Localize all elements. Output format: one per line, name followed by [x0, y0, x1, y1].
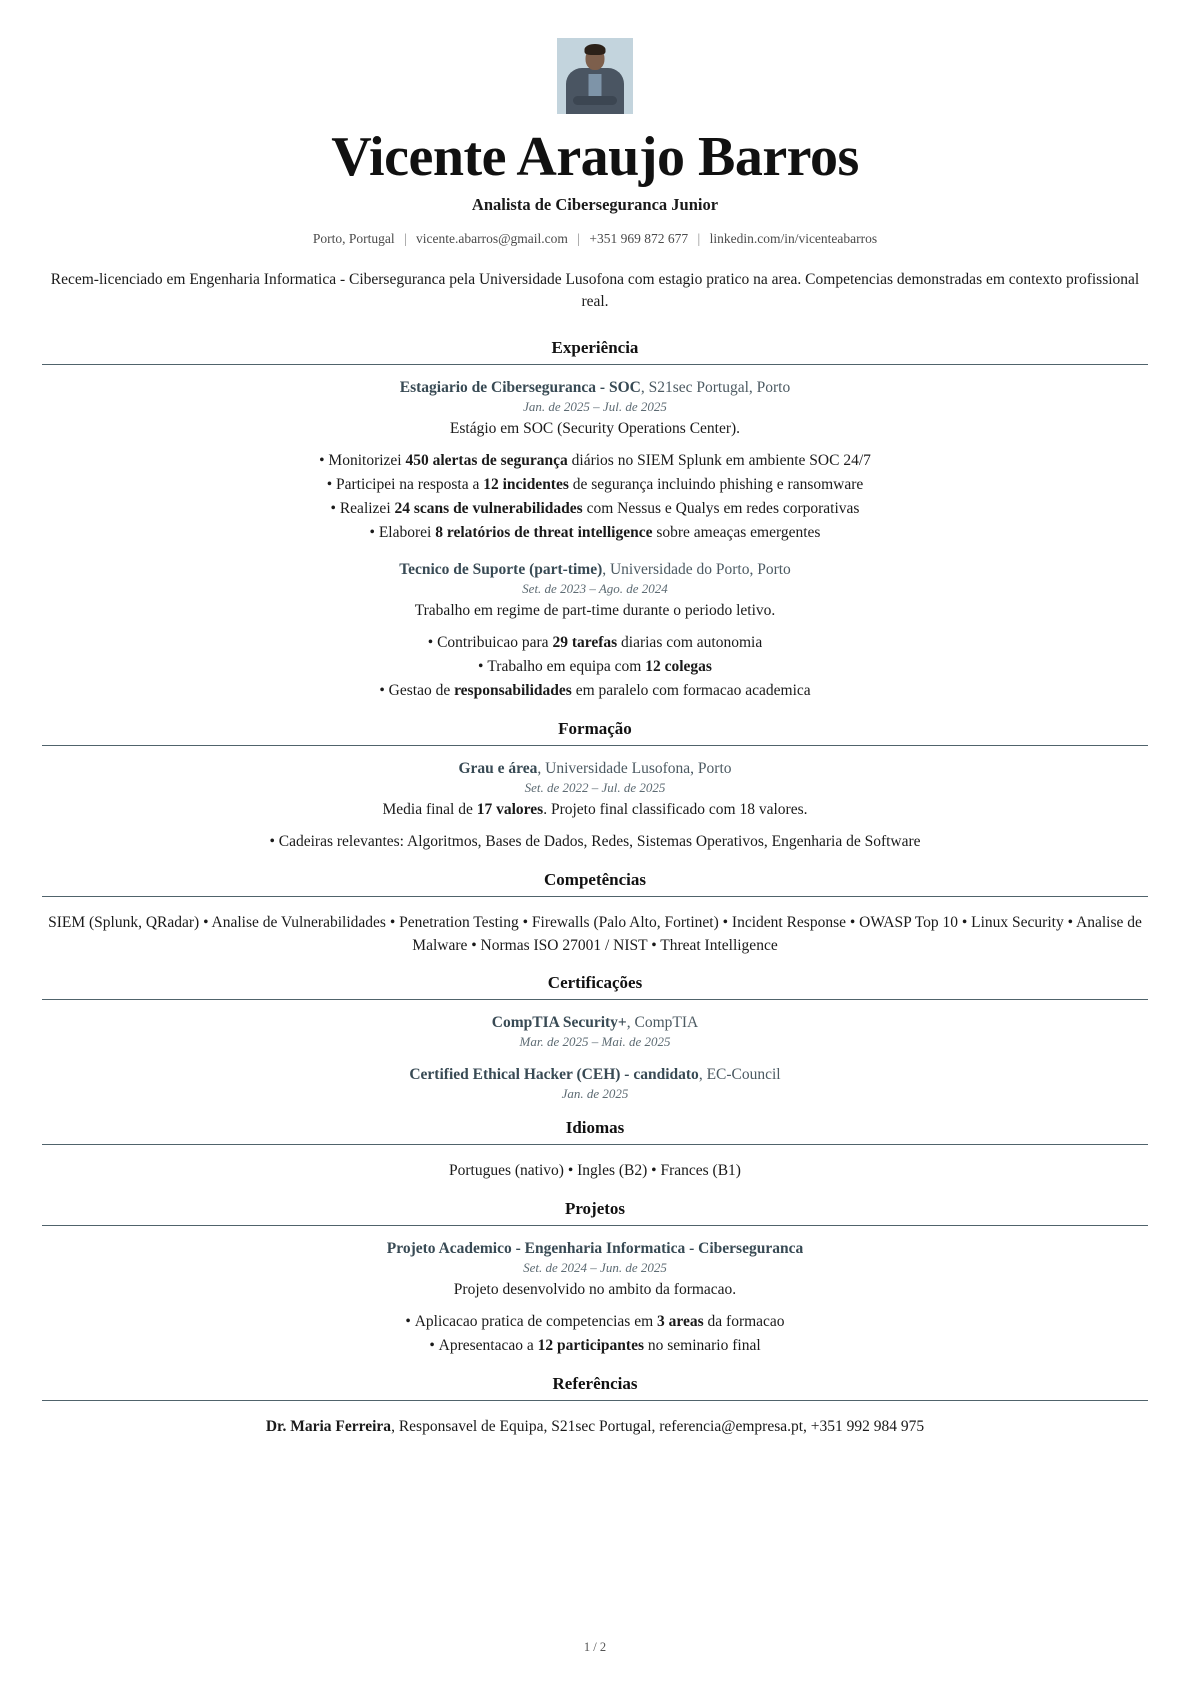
- certification-entry-role: Certified Ethical Hacker (CEH) - candidato: [409, 1066, 699, 1084]
- project-entry-bullet-list: [42, 1310, 1148, 1358]
- photo-shirt-shape: [589, 74, 602, 98]
- education-entry-organization: , Universidade Lusofona, Porto: [537, 759, 732, 777]
- education-entry-list: [42, 760, 1148, 854]
- photo-arms-shape: [573, 96, 617, 105]
- experience-bullet-item: • Participei na resposta a 12 incidentes de segurança incluindo phishing e ransomware: [42, 473, 1148, 497]
- section-certifications: [42, 973, 1148, 1102]
- project-entry-role: Projeto Academico - Engenharia Informatica - Ciberseguranca: [386, 1239, 804, 1257]
- contact-separator-3: |: [697, 230, 701, 246]
- contact-location: Porto, Portugal: [312, 230, 395, 246]
- contact-separator-1: |: [403, 230, 407, 246]
- certification-entry-organization: , EC-Council: [698, 1066, 781, 1084]
- section-experience: [42, 338, 1148, 703]
- experience-entry-date: Set. de 2023 – Ago. de 2024: [522, 580, 668, 596]
- section-title-skills: Competências: [544, 869, 646, 889]
- experience-entry-heading: [42, 379, 1148, 397]
- project-entry: [42, 1240, 1148, 1358]
- project-entry-date: Set. de 2024 – Jun. de 2025: [523, 1259, 667, 1275]
- certification-entry-date: Mar. de 2025 – Mai. de 2025: [519, 1034, 671, 1050]
- reference-name: Dr. Maria Ferreira: [265, 1417, 392, 1435]
- section-title-education: Formação: [558, 718, 632, 738]
- experience-entry-role: Tecnico de Suporte (part-time): [399, 560, 603, 578]
- section-divider-references: [42, 1400, 1148, 1401]
- professional-summary: Recem-licenciado em Engenharia Informatica - Ciberseguranca pela Universidade Lusofona com estagio pratico na area. Competencias demonstradas em contexto profissional real.: [50, 270, 1140, 311]
- experience-bullet-item: • Gestao de responsabilidades em paralelo com formacao academica: [42, 679, 1148, 703]
- section-skills: [42, 870, 1148, 958]
- certification-entry: [42, 1014, 1148, 1050]
- languages-list: Portugues (nativo) • Ingles (B2) • Frances (B1): [449, 1162, 741, 1180]
- section-projects: [42, 1199, 1148, 1358]
- section-divider-languages: [42, 1144, 1148, 1145]
- education-entry-date: Set. de 2022 – Jul. de 2025: [524, 779, 666, 795]
- education-entry-heading: [42, 760, 1148, 778]
- experience-bullet-highlight: 8 relatórios de threat intelligence: [435, 523, 653, 541]
- experience-bullet-item: • Trabalho em equipa com 12 colegas: [42, 655, 1148, 679]
- project-bullet-item: • Aplicacao pratica de competencias em 3 areas da formacao: [42, 1310, 1148, 1334]
- skills-list: SIEM (Splunk, QRadar) • Analise de Vulnerabilidades • Penetration Testing • Firewalls (Palo Alto, Fortinet) • Incident Response • OWASP Top 10 • Linux Security • Analise de Malware • Normas ISO 27001 / NIST • Threat Intelligence: [48, 913, 1142, 955]
- experience-entry-description: Trabalho em regime de part-time durante o periodo letivo.: [414, 601, 776, 619]
- reference-entry: [42, 1415, 1148, 1438]
- section-divider-skills: [42, 896, 1148, 897]
- education-entry: [42, 760, 1148, 854]
- project-bullet-highlight: 12 participantes: [537, 1336, 644, 1354]
- certification-entry-organization: , CompTIA: [626, 1014, 699, 1032]
- experience-bullet-highlight: 24 scans de vulnerabilidades: [394, 499, 583, 517]
- education-entry-description: Media final de 17 valores. Projeto final classificado com 18 valores.: [382, 800, 808, 818]
- experience-bullet-highlight: 12 colegas: [645, 657, 712, 675]
- experience-entry-bullet-list: [42, 631, 1148, 703]
- section-title-certifications: Certificações: [547, 973, 643, 993]
- experience-bullet-highlight: 450 alertas de segurança: [405, 451, 568, 469]
- section-languages: [42, 1118, 1148, 1182]
- contact-separator-2: |: [577, 230, 580, 246]
- certification-entry-heading: [42, 1014, 1148, 1032]
- project-bullet-item: • Apresentacao a 12 participantes no seminario final: [42, 1334, 1148, 1358]
- section-divider-certifications: [42, 999, 1148, 1000]
- experience-bullet-item: • Elaborei 8 relatórios de threat intelligence sobre ameaças emergentes: [42, 521, 1148, 545]
- contact-phone[interactable]: +351 969 872 677: [589, 230, 689, 246]
- experience-bullet-highlight: responsabilidades: [454, 681, 572, 699]
- section-education: [42, 719, 1148, 854]
- experience-bullet-item: • Realizei 24 scans de vulnerabilidades com Nessus e Qualys em redes corporativas: [42, 497, 1148, 521]
- education-bullet-item: • Cadeiras relevantes: Algoritmos, Bases de Dados, Redes, Sistemas Operativos, Engenharia de Software: [42, 830, 1148, 854]
- certification-entry-heading: [42, 1066, 1148, 1084]
- experience-entry-role: Estagiario de Ciberseguranca - SOC: [399, 378, 641, 396]
- education-entry-bullet-list: [42, 830, 1148, 854]
- certification-entry-list: [42, 1014, 1148, 1102]
- experience-entry-organization: , S21sec Portugal, Porto: [640, 378, 791, 396]
- experience-bullet-item: • Contribuicao para 29 tarefas diarias com autonomia: [42, 631, 1148, 655]
- certification-entry-date: Jan. de 2025: [561, 1086, 629, 1102]
- section-title-references: Referências: [552, 1373, 638, 1393]
- education-entry-description-highlight: 17 valores: [476, 800, 544, 818]
- experience-bullet-highlight: 29 tarefas: [552, 633, 618, 651]
- certification-entry: [42, 1066, 1148, 1102]
- experience-entry-heading: [42, 561, 1148, 579]
- experience-entry: [42, 379, 1148, 545]
- page-indicator: 1 / 2: [583, 1640, 607, 1654]
- candidate-name: Vicente Araujo Barros: [331, 126, 859, 188]
- project-entry-description: Projeto desenvolvido no ambito da formacao.: [453, 1280, 737, 1298]
- section-title-experience: Experiência: [551, 337, 639, 357]
- experience-entry-organization: , Universidade do Porto, Porto: [602, 560, 791, 578]
- section-divider-projects: [42, 1225, 1148, 1226]
- experience-entry: [42, 561, 1148, 703]
- experience-bullet-item: • Monitorizei 450 alertas de segurança diários no SIEM Splunk em ambiente SOC 24/7: [42, 449, 1148, 473]
- experience-entry-list: [42, 379, 1148, 703]
- experience-entry-description: Estágio em SOC (Security Operations Center).: [449, 419, 741, 437]
- education-entry-role: Grau e área: [458, 759, 538, 777]
- section-divider-education: [42, 745, 1148, 746]
- project-entry-heading: [42, 1240, 1148, 1258]
- project-bullet-highlight: 3 areas: [657, 1312, 704, 1330]
- section-title-languages: Idiomas: [565, 1118, 625, 1138]
- reference-details: , Responsavel de Equipa, S21sec Portugal, referencia@empresa.pt, +351 992 984 975: [391, 1417, 925, 1435]
- project-entry-list: [42, 1240, 1148, 1358]
- experience-bullet-highlight: 12 incidentes: [483, 475, 569, 493]
- section-divider-experience: [42, 364, 1148, 365]
- certification-entry-role: CompTIA Security+: [491, 1014, 627, 1032]
- profile-photo: [557, 38, 633, 114]
- experience-entry-bullet-list: [42, 449, 1148, 545]
- section-references: [42, 1374, 1148, 1438]
- section-title-projects: Projetos: [564, 1198, 626, 1218]
- contact-email[interactable]: vicente.abarros@gmail.com: [416, 230, 568, 246]
- contact-linkedin[interactable]: linkedin.com/in/vicenteabarros: [709, 230, 878, 246]
- photo-hair-shape: [585, 44, 606, 55]
- profile-photo-container: [42, 38, 1148, 114]
- experience-entry-date: Jan. de 2025 – Jul. de 2025: [523, 398, 667, 414]
- contact-line: [42, 231, 1148, 247]
- candidate-headline: Analista de Ciberseguranca Junior: [471, 194, 719, 214]
